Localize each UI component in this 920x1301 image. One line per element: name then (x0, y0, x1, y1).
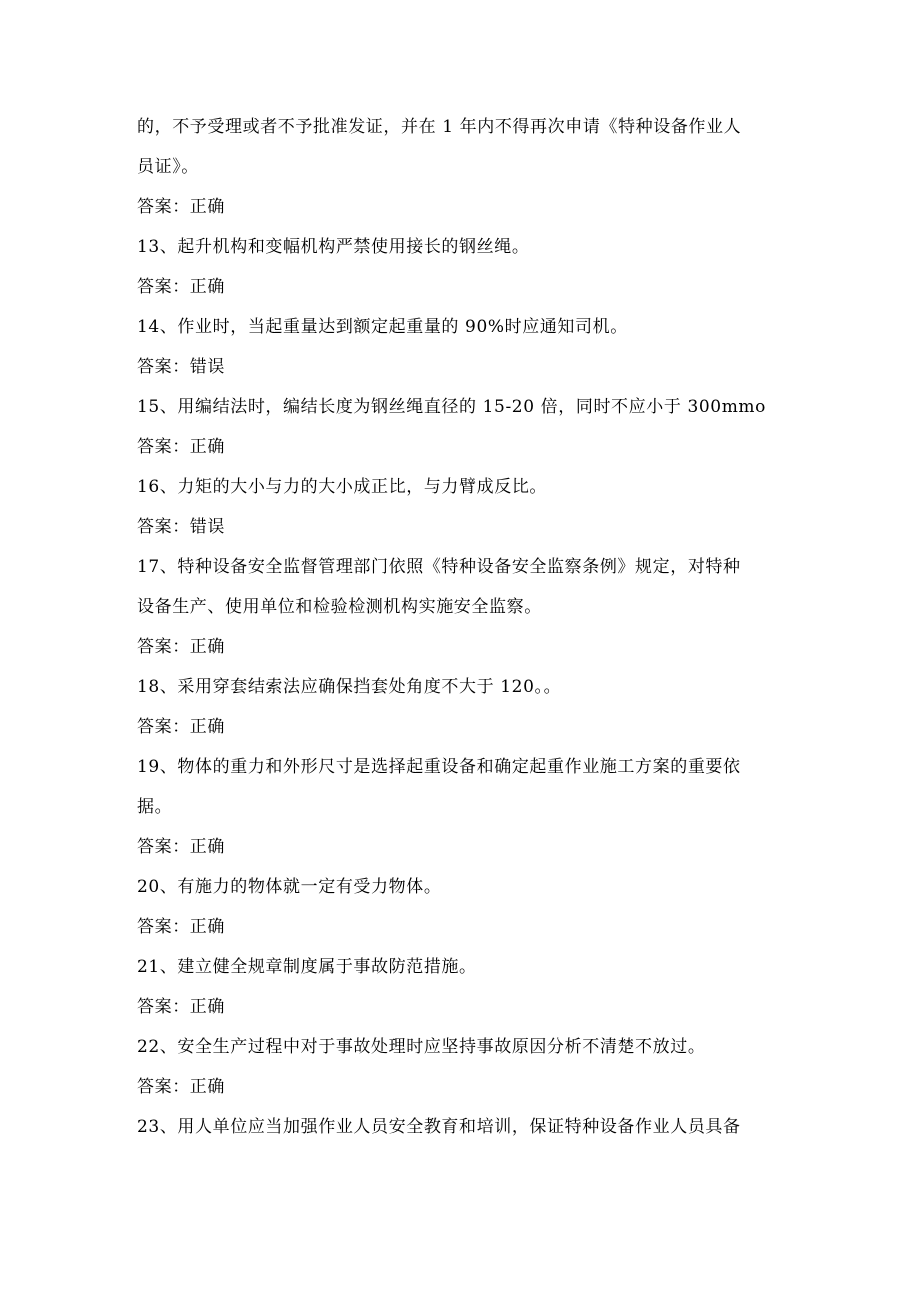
answer-line: 答案：正确 (137, 277, 225, 297)
text-line: 设备生产、使用单位和检验检测机构实施安全监察。 (137, 597, 542, 617)
answer-line: 答案：正确 (137, 917, 225, 937)
text-line: 的，不予受理或者不予批准发证，并在 1 年内不得再次申请《特种设备作业人 (137, 117, 742, 137)
question-line: 20、有施力的物体就一定有受力物体。 (137, 877, 442, 897)
answer-line: 答案：正确 (137, 997, 225, 1017)
answer-line: 答案：正确 (137, 637, 225, 657)
question-line: 13、起升机构和变幅机构严禁使用接长的钢丝绳。 (137, 237, 530, 257)
question-line: 21、建立健全规章制度属于事故防范措施。 (137, 957, 477, 977)
answer-line: 答案：正确 (137, 437, 225, 457)
answer-line: 答案：错误 (137, 517, 225, 537)
answer-line: 答案：正确 (137, 1077, 225, 1097)
answer-line: 答案：正确 (137, 197, 225, 217)
document-body (137, 113, 777, 1153)
question-line: 16、力矩的大小与力的大小成正比，与力臂成反比。 (137, 477, 548, 497)
question-line: 19、物体的重力和外形尺寸是选择起重设备和确定起重作业施工方案的重要依 (137, 757, 741, 777)
answer-line: 答案：错误 (137, 357, 225, 377)
question-line: 23、用人单位应当加强作业人员安全教育和培训，保证特种设备作业人员具备 (137, 1117, 741, 1137)
answer-line: 答案：正确 (137, 717, 225, 737)
answer-line: 答案：正确 (137, 837, 225, 857)
question-line: 14、作业时，当起重量达到额定起重量的 90%时应通知司机。 (137, 317, 628, 337)
question-line: 15、用编结法时，编结长度为钢丝绳直径的 15-20 倍，同时不应小于 300mmo (137, 397, 766, 417)
text-line: 员证》。 (137, 157, 199, 177)
text-line: 据。 (137, 797, 173, 817)
question-line: 17、特种设备安全监督管理部门依照《特种设备安全监察条例》规定，对特种 (137, 557, 741, 577)
question-line: 22、安全生产过程中对于事故处理时应坚持事故原因分析不清楚不放过。 (137, 1037, 706, 1057)
question-line: 18、采用穿套结索法应确保挡套处角度不大于 120。。 (137, 677, 562, 697)
